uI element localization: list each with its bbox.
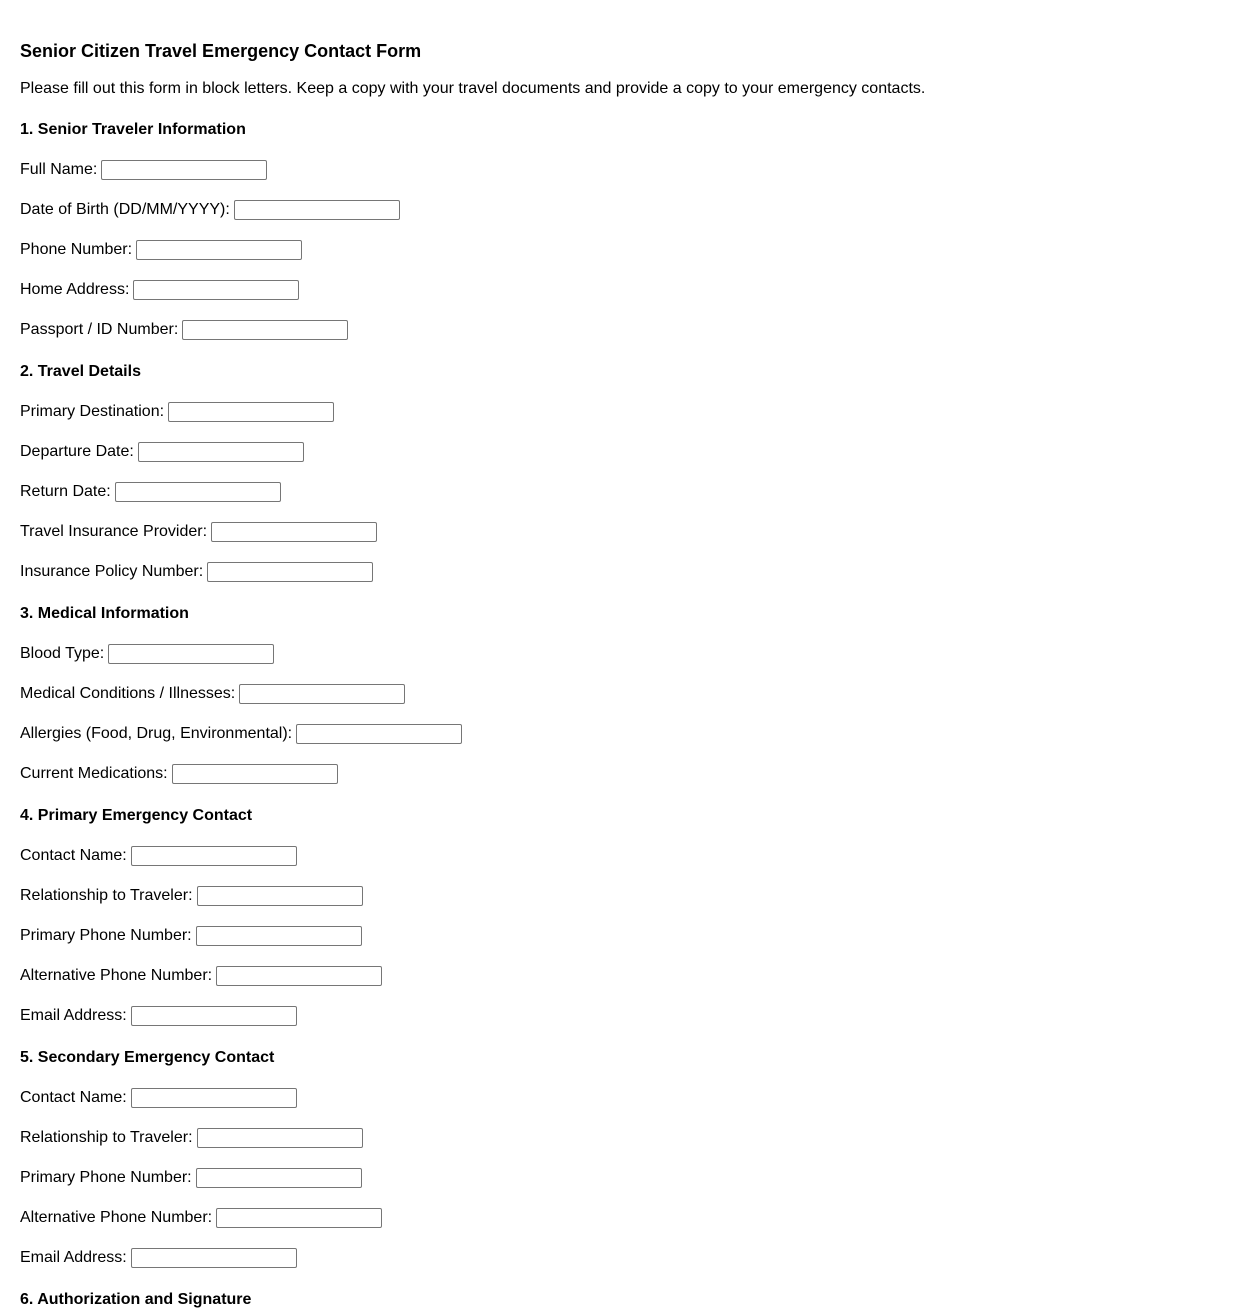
- medical-conditions-input[interactable]: [239, 684, 405, 704]
- field-label: Insurance Policy Number:: [20, 563, 204, 580]
- field-label: Relationship to Traveler:: [20, 887, 193, 904]
- departure-date-input[interactable]: [138, 442, 304, 462]
- field-row-passport-id: [20, 319, 1227, 341]
- section-heading-secondary-contact: 5. Secondary Emergency Contact: [20, 1049, 275, 1066]
- secondary-contact-email-input[interactable]: [131, 1248, 297, 1268]
- field-label: Primary Phone Number:: [20, 927, 192, 944]
- field-row-phone-number: [20, 239, 1227, 261]
- field-row-primary-contact-phone: [20, 925, 1227, 947]
- field-row-primary-contact-alt-phone: [20, 965, 1227, 987]
- primary-contact-relationship-input[interactable]: [197, 886, 363, 906]
- section-heading-medical-info: 3. Medical Information: [20, 605, 189, 622]
- field-row-secondary-contact-alt-phone: [20, 1207, 1227, 1229]
- field-label: Email Address:: [20, 1249, 127, 1266]
- field-label: Contact Name:: [20, 847, 127, 864]
- field-label: Full Name:: [20, 161, 98, 178]
- field-label: Email Address:: [20, 1007, 127, 1024]
- field-row-primary-contact-relationship: [20, 885, 1227, 907]
- passport-id-input[interactable]: [182, 320, 348, 340]
- field-label: Date of Birth (DD/MM/YYYY):: [20, 201, 230, 218]
- primary-destination-input[interactable]: [168, 402, 334, 422]
- field-label: Contact Name:: [20, 1089, 127, 1106]
- field-row-policy-number: [20, 561, 1227, 583]
- primary-contact-phone-input[interactable]: [196, 926, 362, 946]
- section-heading-traveler-info: 1. Senior Traveler Information: [20, 121, 246, 138]
- section-heading-authorization: 6. Authorization and Signature: [20, 1291, 252, 1308]
- field-row-full-name: [20, 159, 1227, 181]
- field-row-medical-conditions: [20, 683, 1227, 705]
- full-name-input[interactable]: [101, 160, 267, 180]
- insurance-provider-input[interactable]: [211, 522, 377, 542]
- form-instructions: Please fill out this form in block letters. Keep a copy with your travel documents and provide a copy to your emergency contacts.: [20, 80, 926, 97]
- field-row-secondary-contact-name: [20, 1087, 1227, 1109]
- field-row-secondary-contact-phone: [20, 1167, 1227, 1189]
- field-row-primary-contact-email: [20, 1005, 1227, 1027]
- policy-number-input[interactable]: [207, 562, 373, 582]
- field-row-blood-type: [20, 643, 1227, 665]
- field-row-insurance-provider: [20, 521, 1227, 543]
- field-label: Phone Number:: [20, 241, 133, 258]
- primary-contact-email-input[interactable]: [131, 1006, 297, 1026]
- field-row-home-address: [20, 279, 1227, 301]
- secondary-contact-phone-input[interactable]: [196, 1168, 362, 1188]
- current-medications-input[interactable]: [172, 764, 338, 784]
- section-heading-primary-contact: 4. Primary Emergency Contact: [20, 807, 253, 824]
- field-row-primary-destination: [20, 401, 1227, 423]
- field-label: Passport / ID Number:: [20, 321, 179, 338]
- field-label: Travel Insurance Provider:: [20, 523, 208, 540]
- field-label: Blood Type:: [20, 645, 105, 662]
- section-heading-travel-details: 2. Travel Details: [20, 363, 141, 380]
- phone-number-input[interactable]: [136, 240, 302, 260]
- blood-type-input[interactable]: [108, 644, 274, 664]
- field-label: Allergies (Food, Drug, Environmental):: [20, 725, 293, 742]
- field-label: Alternative Phone Number:: [20, 967, 213, 984]
- field-label: Home Address:: [20, 281, 130, 298]
- return-date-input[interactable]: [115, 482, 281, 502]
- field-row-primary-contact-name: [20, 845, 1227, 867]
- field-row-secondary-contact-email: [20, 1247, 1227, 1269]
- field-label: Current Medications:: [20, 765, 168, 782]
- field-label: Medical Conditions / Illnesses:: [20, 685, 236, 702]
- secondary-contact-name-input[interactable]: [131, 1088, 297, 1108]
- primary-contact-name-input[interactable]: [131, 846, 297, 866]
- form-title: Senior Citizen Travel Emergency Contact Form: [20, 41, 422, 61]
- field-row-return-date: [20, 481, 1227, 503]
- field-label: Relationship to Traveler:: [20, 1129, 193, 1146]
- field-row-departure-date: [20, 441, 1227, 463]
- field-row-current-medications: [20, 763, 1227, 785]
- field-label: Primary Phone Number:: [20, 1169, 192, 1186]
- secondary-contact-alt-phone-input[interactable]: [216, 1208, 382, 1228]
- field-row-date-of-birth: [20, 199, 1227, 221]
- secondary-contact-relationship-input[interactable]: [197, 1128, 363, 1148]
- field-row-secondary-contact-relationship: [20, 1127, 1227, 1149]
- date-of-birth-input[interactable]: [234, 200, 400, 220]
- field-label: Return Date:: [20, 483, 111, 500]
- primary-contact-alt-phone-input[interactable]: [216, 966, 382, 986]
- field-label: Primary Destination:: [20, 403, 165, 420]
- field-row-allergies: [20, 723, 1227, 745]
- field-label: Departure Date:: [20, 443, 134, 460]
- field-label: Alternative Phone Number:: [20, 1209, 213, 1226]
- allergies-input[interactable]: [296, 724, 462, 744]
- home-address-input[interactable]: [133, 280, 299, 300]
